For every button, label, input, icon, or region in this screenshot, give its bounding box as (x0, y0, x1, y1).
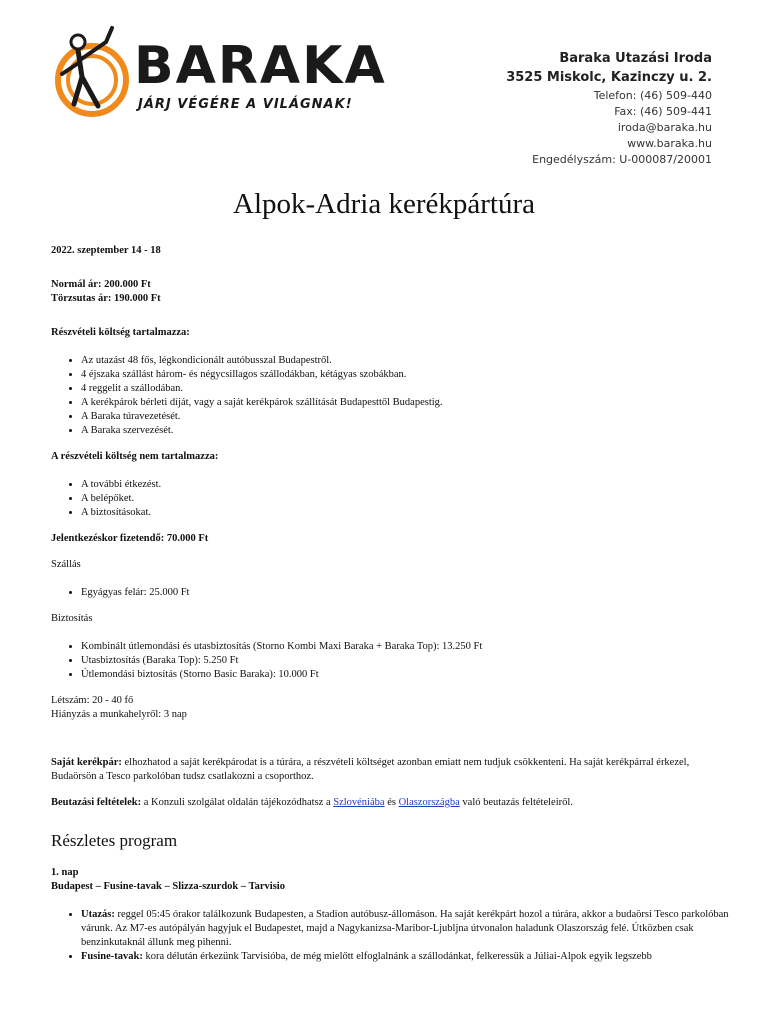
price-normal: Normál ár: 200.000 Ft (51, 279, 151, 290)
list-item: • A kerékpárok bérleti díját, vagy a saját kerékpárok szállítását Budapesttől Budapestig. (81, 396, 731, 410)
page-title: Alpok-Adria kerékpártúra (233, 188, 535, 220)
own-bike-paragraph (51, 756, 731, 784)
website-address: www.baraka.hu (627, 137, 712, 150)
list-item: • A Baraka szervezését. (81, 424, 731, 438)
accommodation-heading: Szállás (51, 559, 81, 570)
list-item: • Kombinált útlemondási és utasbiztosítás (Storno Kombi Maxi Baraka + Baraka Top): 13.250 Ft (81, 640, 731, 654)
headcount: Létszám: 20 - 40 fő (51, 695, 134, 706)
list-item: • A biztosításokat. (81, 506, 731, 520)
insurance-list (51, 640, 731, 682)
accommodation-list (51, 586, 731, 600)
absence-days: Hiányzás a munkahelyről: 3 nap (51, 709, 187, 720)
entry-paragraph (51, 796, 731, 810)
day-label: 1. nap (51, 867, 79, 878)
phone-number: Telefon: (46) 509-440 (593, 89, 712, 102)
document-body (51, 244, 731, 964)
entry-label: Beutazási feltételek: (51, 797, 142, 808)
slovenia-link[interactable]: Szlovéniába (333, 797, 385, 808)
entry-text: való beutazás feltételeiről. (459, 797, 573, 808)
list-item: • Útlemondási biztosítás (Storno Basic Baraka): 10.000 Ft (81, 668, 731, 682)
baraka-logo (52, 22, 387, 132)
list-item: • Utasbiztosítás (Baraka Top): 5.250 Ft (81, 654, 731, 668)
list-item: • 4 reggelit a szállodában. (81, 382, 731, 396)
item-text: kora délután érkezünk Tarvisióba, de még mielőtt elfoglalnánk a szállodánkat, felkeressük a Júliai-Alpok egyik legszebb (142, 951, 652, 962)
company-address: 3525 Miskolc, Kazinczy u. 2. (506, 70, 712, 85)
entry-text: és (384, 797, 399, 808)
brand-slogan: JÁRJ VÉGÉRE A VILÁGNAK! (138, 97, 353, 112)
item-label: Fusine-tavak: (81, 951, 143, 962)
price-regular: Törzsutas ár: 190.000 Ft (51, 293, 161, 304)
program-heading: Részletes program (51, 831, 178, 850)
own-bike-text: elhozhatod a saját kerékpárodat is a túrára, a részvételi költséget azonban emiatt nem tudjuk csökkenteni. Ha saját kerékpárral érkezel, Budaörsön a Tesco parkolóban tudsz csatlakozni a csoporthoz. (51, 757, 690, 782)
list-item: • A további étkezést. (81, 478, 731, 492)
fax-number: Fax: (46) 509-441 (614, 105, 712, 118)
excludes-heading: A részvételi költség nem tartalmazza: (51, 451, 219, 462)
brand-name: BARAKA (134, 36, 387, 96)
includes-heading: Részvételi költség tartalmazza: (51, 327, 190, 338)
item-label: Utazás: (81, 909, 115, 920)
email-address: iroda@baraka.hu (617, 121, 712, 134)
company-name: Baraka Utazási Iroda (559, 51, 712, 66)
insurance-heading: Biztosítás (51, 613, 93, 624)
list-item: • A Baraka túravezetését. (81, 410, 731, 424)
item-text: reggel 05:45 órakor találkozunk Budapesten, a Stadion autóbusz-állomáson. Ha saját kerékpárt hozol a túrára, akkor a budaörsi Tesco parkolóban várunk. Az M7-es autópályán hagyjuk el Budapestet, majd a Nagykanizsa-Maribor-Ljubljna útvonalon haladunk Olaszország felé. Útközben csak benzinkutaknál állunk meg pihenni. (81, 909, 729, 948)
italy-link[interactable]: Olaszországba (398, 797, 460, 808)
list-item: • 4 éjszaka szállást három- és négycsillagos szállodákban, kétágyas szobákban. (81, 368, 731, 382)
list-item: • A belépőket. (81, 492, 731, 506)
list-item (81, 908, 731, 950)
entry-text: a Konzuli szolgálat oldalán tájékozódhatsz a (141, 797, 334, 808)
own-bike-label: Saját kerékpár: (51, 757, 122, 768)
trip-dates: 2022. szeptember 14 - 18 (51, 245, 161, 256)
day-program-list (51, 908, 731, 964)
list-item: • Az utazást 48 fős, légkondicionált autóbusszal Budapestről. (81, 354, 731, 368)
day-route: Budapest – Fusine-tavak – Slizza-szurdok – Tarvisio (51, 881, 285, 892)
list-item: • Egyágyas felár: 25.000 Ft (81, 586, 731, 600)
deposit-amount: Jelentkezéskor fizetendő: 70.000 Ft (51, 533, 209, 544)
license-number: Engedélyszám: U-000087/20001 (532, 153, 712, 166)
includes-list (51, 354, 731, 438)
dancer-emblem-icon (52, 22, 142, 132)
list-item (81, 950, 731, 964)
contact-block (506, 50, 712, 168)
excludes-list (51, 478, 731, 520)
